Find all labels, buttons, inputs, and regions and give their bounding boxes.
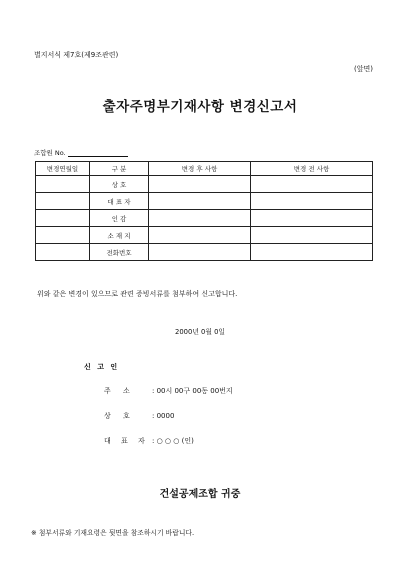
cell-date <box>36 193 90 210</box>
reporter-company <box>104 411 174 421</box>
reporter-address <box>104 386 233 396</box>
cell-before <box>251 210 373 227</box>
address-value: : 00시 00구 00동 00번지 <box>152 387 233 395</box>
report-date: 2000년 0월 0일 <box>175 328 225 336</box>
header-before: 변경 전 사항 <box>251 162 373 176</box>
cell-date <box>36 244 90 261</box>
table-header-row <box>36 162 373 176</box>
cell-before <box>251 176 373 193</box>
reporter-heading: 신 고 인 <box>84 363 120 371</box>
header-category: 구 분 <box>90 162 149 176</box>
cell-after <box>149 210 251 227</box>
header-change-date: 변경연월일 <box>36 162 90 176</box>
side-label: (앞면) <box>354 65 373 73</box>
reporter-representative <box>104 436 194 446</box>
cell-after <box>149 227 251 244</box>
table-row <box>36 176 373 193</box>
address-label: 주 소 <box>104 387 135 395</box>
table-row <box>36 193 373 210</box>
table-row <box>36 244 373 261</box>
cell-date <box>36 227 90 244</box>
notice-text: 위와 같은 변경이 있으므로 관련 증빙서류를 첨부하여 신고합니다. <box>37 290 238 298</box>
cell-after <box>149 193 251 210</box>
table-row <box>36 227 373 244</box>
row-label: 인 감 <box>90 210 149 227</box>
cell-before <box>251 227 373 244</box>
footnote: ※ 첨부서류와 기재요령은 뒷면을 참조하시기 바랍니다. <box>31 529 195 537</box>
cell-after <box>149 244 251 261</box>
cell-before <box>251 193 373 210</box>
member-number <box>34 148 128 157</box>
representative-value: : ○ ○ ○ (인) <box>152 437 194 445</box>
recipient: 건설공제조합 귀중 <box>159 489 241 500</box>
header-after: 변경 후 사항 <box>149 162 251 176</box>
member-number-blank <box>68 149 128 157</box>
member-number-label: 조합원 No. <box>34 149 66 157</box>
change-table <box>35 161 373 261</box>
form-number: 별지서식 제7호(제9조관련) <box>34 51 119 59</box>
company-label: 상 호 <box>104 412 135 420</box>
row-label: 소 재 지 <box>90 227 149 244</box>
row-label: 상 호 <box>90 176 149 193</box>
company-value: : 0000 <box>152 412 175 420</box>
cell-date <box>36 176 90 193</box>
cell-date <box>36 210 90 227</box>
table-row <box>36 210 373 227</box>
cell-before <box>251 244 373 261</box>
cell-after <box>149 176 251 193</box>
document-title: 출자주명부기재사항 변경신고서 <box>102 99 298 115</box>
representative-label: 대 표 자 <box>104 437 149 445</box>
row-label: 대 표 자 <box>90 193 149 210</box>
row-label: 전화번호 <box>90 244 149 261</box>
